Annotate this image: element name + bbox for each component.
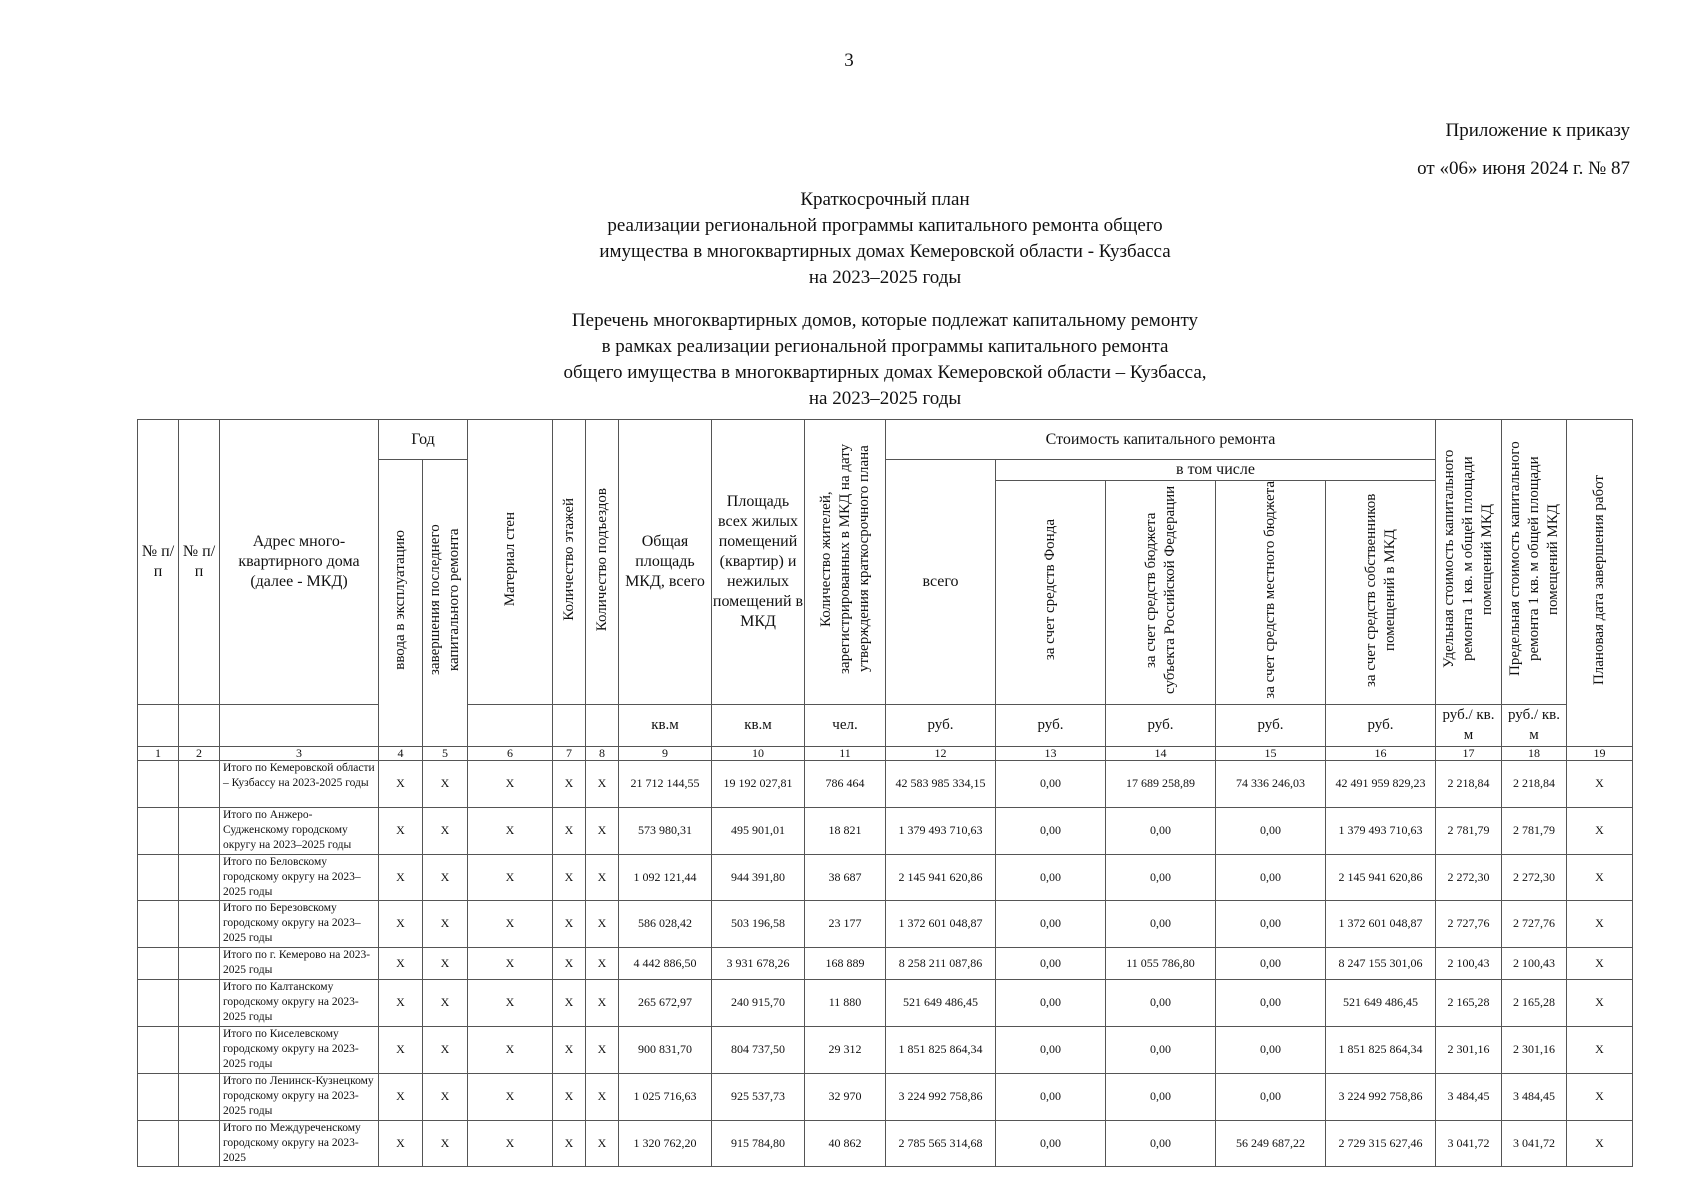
header-year-commission-text: ввода в эксплуатацию (392, 530, 408, 671)
cell-max: 3 484,45 (1502, 1073, 1567, 1120)
cell-parea: 19 192 027,81 (712, 760, 805, 807)
cell-region: 0,00 (1106, 1026, 1216, 1073)
cell-owners: 2 729 315 627,46 (1326, 1120, 1436, 1166)
cell-total: 8 258 211 087,86 (886, 947, 996, 979)
column-number-row (138, 746, 1633, 760)
cell-y1: X (379, 807, 423, 854)
unit-empty-2 (179, 704, 220, 746)
cell-local: 56 249 687,22 (1216, 1120, 1326, 1166)
cell-empty (179, 1120, 220, 1166)
cell-area: 586 028,42 (619, 900, 712, 947)
header-completion-date-text: Плановая дата завершения работ (1591, 475, 1607, 686)
header-cost-group: Стоимость капитального ремонта (886, 420, 1436, 460)
cell-fl: X (553, 760, 586, 807)
cell-date: X (1567, 807, 1633, 854)
unit-empty-4 (468, 704, 553, 746)
cell-region: 0,00 (1106, 807, 1216, 854)
column-number: 4 (379, 746, 423, 760)
cell-region: 0,00 (1106, 900, 1216, 947)
cell-parea: 944 391,80 (712, 854, 805, 900)
cell-date: X (1567, 1026, 1633, 1073)
cell-y2: X (423, 760, 468, 807)
column-number: 2 (179, 746, 220, 760)
header-wall-material (468, 420, 553, 705)
header-entrances-text: Количество подъездов (593, 487, 610, 631)
cell-region: 11 055 786,80 (1106, 947, 1216, 979)
header-max-cost-text: Предельная стоимость капитального ремонта 1 кв. м общей площади помещений МКД (1506, 442, 1561, 677)
cell-local: 0,00 (1216, 807, 1326, 854)
cell-owners: 2 145 941 620,86 (1326, 854, 1436, 900)
cell-empty (138, 947, 179, 979)
cell-date: X (1567, 1120, 1633, 1166)
cell-region: 17 689 258,89 (1106, 760, 1216, 807)
cell-res: 11 880 (805, 979, 886, 1026)
cell-res: 168 889 (805, 947, 886, 979)
header-cost-owners (1326, 481, 1436, 705)
header-year-last-repair-text: завершения последнего капитального ремонта (427, 524, 462, 676)
header-cost-fund (996, 481, 1106, 705)
cell-owners: 1 372 601 048,87 (1326, 900, 1436, 947)
cell-res: 29 312 (805, 1026, 886, 1073)
appendix-line-1: Приложение к приказу (1445, 120, 1630, 141)
cell-res: 23 177 (805, 900, 886, 947)
cell-mat: X (468, 979, 553, 1026)
cell-y2: X (423, 1026, 468, 1073)
cell-en: X (586, 1026, 619, 1073)
cell-area: 1 025 716,63 (619, 1073, 712, 1120)
cell-res: 40 862 (805, 1120, 886, 1166)
cell-unit: 3 041,72 (1436, 1120, 1502, 1166)
cell-fl: X (553, 979, 586, 1026)
column-number: 18 (1502, 746, 1567, 760)
cell-owners: 1 379 493 710,63 (1326, 807, 1436, 854)
cell-area: 1 092 121,44 (619, 854, 712, 900)
repair-plan-table (137, 419, 1633, 1167)
cell-owners: 521 649 486,45 (1326, 979, 1436, 1026)
subtitle-line: Перечень многоквартирных домов, которые подлежат капитальному ремонту (571, 310, 1199, 331)
cell-fund: 0,00 (996, 760, 1106, 807)
cell-empty (138, 760, 179, 807)
cell-parea: 3 931 678,26 (712, 947, 805, 979)
cell-region: 0,00 (1106, 854, 1216, 900)
header-cost-total: всего (886, 460, 996, 705)
cell-name: Итого по Ленинск-Кузнецкому городскому округу на 2023-2025 годы (220, 1073, 379, 1120)
title-line: на 2023–2025 годы (808, 267, 962, 288)
column-number: 6 (468, 746, 553, 760)
cell-parea: 804 737,50 (712, 1026, 805, 1073)
cell-y2: X (423, 1073, 468, 1120)
cell-name: Итого по Междуреченскому городскому округу на 2023-2025 (220, 1120, 379, 1166)
cell-fl: X (553, 900, 586, 947)
cell-total: 2 785 565 314,68 (886, 1120, 996, 1166)
unit-empty-1 (138, 704, 179, 746)
cell-res: 18 821 (805, 807, 886, 854)
page-number: 3 (844, 50, 854, 71)
cell-name: Итого по Киселевскому городскому округу на 2023-2025 годы (220, 1026, 379, 1073)
header-address: Адрес много-квартирного дома (далее - МКД) (220, 420, 379, 705)
cell-y1: X (379, 947, 423, 979)
cell-fl: X (553, 807, 586, 854)
unit-empty-6 (586, 704, 619, 746)
table-row (138, 760, 1633, 807)
cell-local: 0,00 (1216, 1073, 1326, 1120)
unit-rub-region: руб. (1106, 704, 1216, 746)
table-row (138, 854, 1633, 900)
cell-local: 0,00 (1216, 854, 1326, 900)
cell-fund: 0,00 (996, 1026, 1106, 1073)
cell-unit: 2 301,16 (1436, 1026, 1502, 1073)
cell-mat: X (468, 807, 553, 854)
cell-unit: 2 100,43 (1436, 947, 1502, 979)
cell-y1: X (379, 900, 423, 947)
header-year-last-repair (423, 460, 468, 747)
column-number: 16 (1326, 746, 1436, 760)
cell-total: 3 224 992 758,86 (886, 1073, 996, 1120)
cell-area: 573 980,31 (619, 807, 712, 854)
unit-rub-per-m2-max: руб./ кв. м (1502, 704, 1567, 746)
unit-rub-fund: руб. (996, 704, 1106, 746)
title-line: Краткосрочный план (800, 189, 970, 210)
cell-total: 1 372 601 048,87 (886, 900, 996, 947)
document-subtitle (0, 308, 1698, 412)
cell-fund: 0,00 (996, 979, 1106, 1026)
cell-owners: 8 247 155 301,06 (1326, 947, 1436, 979)
header-cost-region-text: за счет средств бюджета субъекта Российской Федерации (1142, 485, 1178, 694)
cell-name: Итого по Беловскому городскому округу на 2023–2025 годы (220, 854, 379, 900)
cell-res: 786 464 (805, 760, 886, 807)
column-number: 5 (423, 746, 468, 760)
cell-res: 32 970 (805, 1073, 886, 1120)
cell-y2: X (423, 947, 468, 979)
cell-fund: 0,00 (996, 900, 1106, 947)
cell-local: 0,00 (1216, 979, 1326, 1026)
cell-y1: X (379, 854, 423, 900)
document-title (0, 187, 1698, 291)
unit-rub-total: руб. (886, 704, 996, 746)
cell-fund: 0,00 (996, 947, 1106, 979)
header-cost-fund-text: за счет средств Фонда (1042, 519, 1058, 661)
header-floors-text: Количество этажей (560, 497, 577, 621)
column-number: 15 (1216, 746, 1326, 760)
unit-empty-3 (220, 704, 379, 746)
subtitle-line: в рамках реализации региональной программы капитального ремонта (601, 336, 1169, 357)
header-total-area: Общая площадь МКД, всего (619, 420, 712, 705)
column-number: 11 (805, 746, 886, 760)
cell-total: 521 649 486,45 (886, 979, 996, 1026)
column-number: 8 (586, 746, 619, 760)
cell-empty (179, 854, 220, 900)
cell-empty (138, 1073, 179, 1120)
cell-unit: 3 484,45 (1436, 1073, 1502, 1120)
header-cost-local (1216, 481, 1326, 705)
cell-date: X (1567, 760, 1633, 807)
subtitle-line: общего имущества в многоквартирных домах Кемеровской области – Кузбасса, (563, 362, 1207, 383)
cell-total: 42 583 985 334,15 (886, 760, 996, 807)
cell-y1: X (379, 1120, 423, 1166)
cell-date: X (1567, 979, 1633, 1026)
cell-area: 900 831,70 (619, 1026, 712, 1073)
cell-local: 0,00 (1216, 947, 1326, 979)
cell-mat: X (468, 1073, 553, 1120)
cell-name: Итого по Калтанскому городскому округу на 2023-2025 годы (220, 979, 379, 1026)
cell-parea: 495 901,01 (712, 807, 805, 854)
cell-total: 2 145 941 620,86 (886, 854, 996, 900)
unit-rub-local: руб. (1216, 704, 1326, 746)
cell-area: 21 712 144,55 (619, 760, 712, 807)
column-number: 1 (138, 746, 179, 760)
cell-mat: X (468, 947, 553, 979)
title-line: имущества в многоквартирных домах Кемеровской области - Кузбасса (599, 241, 1171, 262)
cell-name: Итого по Березовскому городскому округу на 2023–2025 годы (220, 900, 379, 947)
cell-y1: X (379, 1073, 423, 1120)
cell-fund: 0,00 (996, 854, 1106, 900)
cell-empty (138, 979, 179, 1026)
cell-en: X (586, 760, 619, 807)
unit-rub-owners: руб. (1326, 704, 1436, 746)
cell-fl: X (553, 947, 586, 979)
table-body (138, 760, 1633, 1166)
cell-y2: X (423, 854, 468, 900)
header-max-cost (1502, 420, 1567, 705)
header-year-group: Год (379, 420, 468, 460)
unit-rub-per-m2-unit: руб./ кв. м (1436, 704, 1502, 746)
cell-local: 0,00 (1216, 1026, 1326, 1073)
cell-empty (138, 854, 179, 900)
cell-en: X (586, 979, 619, 1026)
cell-total: 1 379 493 710,63 (886, 807, 996, 854)
cell-empty (179, 947, 220, 979)
column-number: 14 (1106, 746, 1216, 760)
cell-empty (179, 900, 220, 947)
header-completion-date (1567, 420, 1633, 747)
cell-fl: X (553, 1120, 586, 1166)
cell-region: 0,00 (1106, 1073, 1216, 1120)
cell-mat: X (468, 1120, 553, 1166)
cell-en: X (586, 900, 619, 947)
cell-unit: 2 272,30 (1436, 854, 1502, 900)
cell-empty (179, 1073, 220, 1120)
cell-max: 2 272,30 (1502, 854, 1567, 900)
cell-parea: 503 196,58 (712, 900, 805, 947)
cell-local: 74 336 246,03 (1216, 760, 1326, 807)
cell-owners: 3 224 992 758,86 (1326, 1073, 1436, 1120)
cell-local: 0,00 (1216, 900, 1326, 947)
cell-en: X (586, 1120, 619, 1166)
unit-area: кв.м (619, 704, 712, 746)
cell-area: 265 672,97 (619, 979, 712, 1026)
header-unit-cost (1436, 420, 1502, 705)
cell-name: Итого по Анжеро-Судженскому городскому округу на 2023–2025 годы (220, 807, 379, 854)
cell-name: Итого по г. Кемерово на 2023-2025 годы (220, 947, 379, 979)
cell-en: X (586, 1073, 619, 1120)
title-line: реализации региональной программы капитального ремонта общего (607, 215, 1163, 236)
cell-unit: 2 165,28 (1436, 979, 1502, 1026)
cell-en: X (586, 947, 619, 979)
cell-empty (179, 979, 220, 1026)
cell-area: 1 320 762,20 (619, 1120, 712, 1166)
cell-y1: X (379, 979, 423, 1026)
cell-fl: X (553, 1026, 586, 1073)
header-floors (553, 420, 586, 705)
cell-region: 0,00 (1106, 1120, 1216, 1166)
cell-date: X (1567, 854, 1633, 900)
cell-max: 2 727,76 (1502, 900, 1567, 947)
table-row (138, 1073, 1633, 1120)
column-number: 7 (553, 746, 586, 760)
unit-people: чел. (805, 704, 886, 746)
cell-fund: 0,00 (996, 807, 1106, 854)
cell-parea: 915 784,80 (712, 1120, 805, 1166)
cell-mat: X (468, 760, 553, 807)
header-including: в том числе (996, 460, 1436, 481)
cell-region: 0,00 (1106, 979, 1216, 1026)
cell-fund: 0,00 (996, 1120, 1106, 1166)
cell-unit: 2 727,76 (1436, 900, 1502, 947)
cell-date: X (1567, 947, 1633, 979)
cell-owners: 1 851 825 864,34 (1326, 1026, 1436, 1073)
cell-empty (138, 807, 179, 854)
header-wall-material-text: Материал стен (501, 512, 518, 607)
header-unit-cost-text: Удельная стоимость капитального ремонта 1 кв. м общей площади помещений МКД (1441, 450, 1495, 669)
column-number: 9 (619, 746, 712, 760)
table-row (138, 979, 1633, 1026)
cell-mat: X (468, 900, 553, 947)
cell-empty (138, 1120, 179, 1166)
header-premises-area: Площадь всех жилых помещений (квартир) и нежилых помещений в МКД (712, 420, 805, 705)
cell-total: 1 851 825 864,34 (886, 1026, 996, 1073)
cell-en: X (586, 807, 619, 854)
header-residents-text: Количество жителей, зарегистрированных в МКД на дату утверждения краткосрочного плана (817, 444, 872, 675)
cell-fl: X (553, 1073, 586, 1120)
cell-res: 38 687 (805, 854, 886, 900)
header-cost-region (1106, 481, 1216, 705)
appendix-note (1417, 112, 1630, 188)
cell-y2: X (423, 979, 468, 1026)
header-num1: № п/п (138, 420, 179, 705)
cell-unit: 2 218,84 (1436, 760, 1502, 807)
cell-y2: X (423, 900, 468, 947)
cell-empty (138, 1026, 179, 1073)
table-row (138, 807, 1633, 854)
cell-area: 4 442 886,50 (619, 947, 712, 979)
cell-fl: X (553, 854, 586, 900)
cell-empty (179, 807, 220, 854)
table-row (138, 1120, 1633, 1166)
subtitle-line: на 2023–2025 годы (808, 388, 962, 409)
cell-empty (179, 1026, 220, 1073)
cell-unit: 2 781,79 (1436, 807, 1502, 854)
header-num2: № п/п (179, 420, 220, 705)
cell-max: 2 100,43 (1502, 947, 1567, 979)
header-residents (805, 420, 886, 705)
unit-empty-5 (553, 704, 586, 746)
cell-y2: X (423, 1120, 468, 1166)
cell-en: X (586, 854, 619, 900)
header-entrances (586, 420, 619, 705)
column-number: 10 (712, 746, 805, 760)
unit-premises-area: кв.м (712, 704, 805, 746)
cell-max: 2 781,79 (1502, 807, 1567, 854)
cell-name: Итого по Кемеровской области – Кузбассу на 2023-2025 годы (220, 760, 379, 807)
cell-parea: 240 915,70 (712, 979, 805, 1026)
column-number: 19 (1567, 746, 1633, 760)
table-row (138, 947, 1633, 979)
cell-mat: X (468, 854, 553, 900)
header-cost-local-text: за счет средств местного бюджета (1262, 481, 1278, 699)
cell-max: 2 218,84 (1502, 760, 1567, 807)
column-number: 13 (996, 746, 1106, 760)
cell-empty (179, 760, 220, 807)
cell-fund: 0,00 (996, 1073, 1106, 1120)
cell-max: 2 165,28 (1502, 979, 1567, 1026)
cell-y1: X (379, 760, 423, 807)
cell-y2: X (423, 807, 468, 854)
column-number: 12 (886, 746, 996, 760)
column-number: 17 (1436, 746, 1502, 760)
cell-max: 2 301,16 (1502, 1026, 1567, 1073)
header-year-commission (379, 460, 423, 747)
cell-owners: 42 491 959 829,23 (1326, 760, 1436, 807)
cell-max: 3 041,72 (1502, 1120, 1567, 1166)
cell-mat: X (468, 1026, 553, 1073)
cell-date: X (1567, 900, 1633, 947)
cell-date: X (1567, 1073, 1633, 1120)
appendix-line-2: от «06» июня 2024 г. № 87 (1417, 158, 1630, 179)
cell-empty (138, 900, 179, 947)
header-cost-owners-text: за счет средств собственников помещений в МКД (1362, 493, 1398, 687)
table-row (138, 900, 1633, 947)
cell-y1: X (379, 1026, 423, 1073)
table-row (138, 1026, 1633, 1073)
cell-parea: 925 537,73 (712, 1073, 805, 1120)
column-number: 3 (220, 746, 379, 760)
